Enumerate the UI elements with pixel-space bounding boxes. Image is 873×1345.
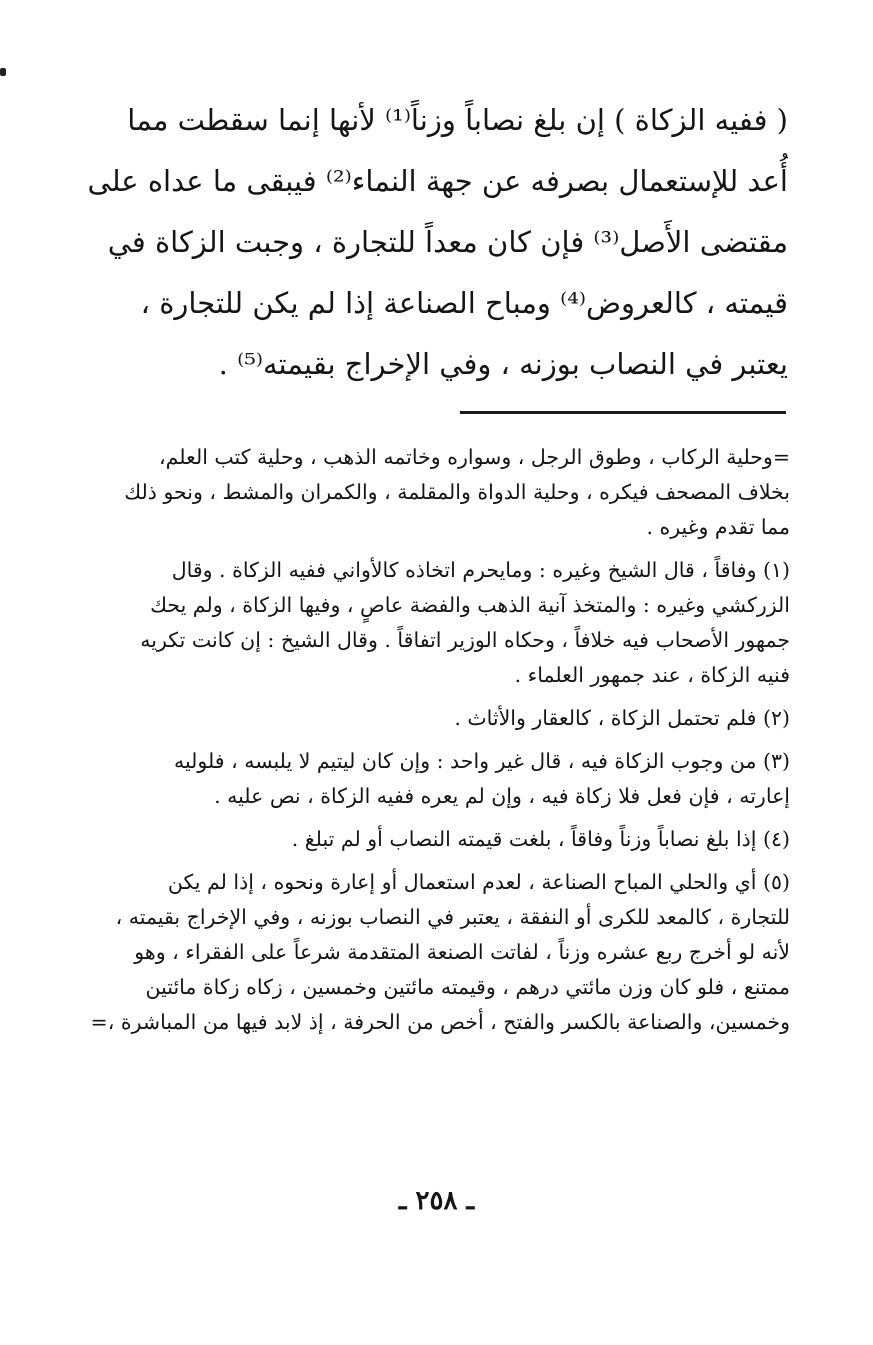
page-number: ـ ٢٥٨ ـ <box>398 1186 475 1216</box>
footnote-line: (٤) إذا بلغ نصاباً وزناً وفاقاً ، بلغت قيمته النصاب أو لم تبلغ . <box>291 827 790 851</box>
footnote-line: جمهور الأصحاب فيه خلافاً ، وحكاه الوزير اتفاقاً . وقال الشيخ : إن كانت تكريه <box>140 628 790 652</box>
footnote-3 <box>38 744 790 814</box>
main-text <box>48 90 788 395</box>
main-text-line: ( ففيه الزكاة ) إن بلغ نصاباً وزناً⁽¹⁾ لأنها إنما سقطت مما <box>127 103 788 137</box>
footnote-line: (١) وفاقاً ، قال الشيخ وغيره : ومايحرم اتخاذه كالأواني ففيه الزكاة . وقال <box>171 558 790 582</box>
footnote-4 <box>38 822 790 857</box>
main-text-line: أُعد للإستعمال بصرفه عن جهة النماء⁽²⁾ فيبقى ما عداه على <box>87 164 788 198</box>
footnote-line: للتجارة ، كالمعد للكرى أو النفقة ، يعتبر في النصاب بوزنه ، وفي الإخراج بقيمته ، <box>115 905 790 929</box>
footnote-line: بخلاف المصحف فيكره ، وحلية الدواة والمقلمة ، والكمران والمشط ، ونحو ذلك <box>124 480 790 504</box>
footnote-line: مما تقدم وغيره . <box>646 515 790 539</box>
main-text-line: مقتضى الأَصل⁽³⁾ فإن كان معداً للتجارة ، وجبت الزكاة في <box>107 225 788 259</box>
footnote-separator <box>460 411 786 414</box>
main-text-line: يعتبر في النصاب بوزنه ، وفي الإخراج بقيمته⁽⁵⁾ . <box>218 347 788 381</box>
footnote-line: إعارته ، فإن فعل فلا زكاة فيه ، وإن لم يعره ففيه الزكاة ، نص عليه . <box>214 784 790 808</box>
footnote-line: ممتنع ، فلو كان وزن مائتي درهم ، وقيمته مائتين وخمسين ، زكاه زكاة مائتين <box>145 975 790 999</box>
footnote-line: =وحلية الركاب ، وطوق الرجل ، وسواره وخاتمه الذهب ، وحلية كتب العلم، <box>159 445 790 469</box>
footnote-line: وخمسين، والصناعة بالكسر والفتح ، أخص من الحرفة ، إذ لابد فيها من المباشرة ،= <box>90 1010 790 1034</box>
footnote-line: (٣) من وجوب الزكاة فيه ، قال غير واحد : وإن كان ليتيم لا يلبسه ، فلوليه <box>173 749 790 773</box>
footnote-continuation <box>38 440 790 545</box>
footnote-line: الزركشي وغيره : والمتخذ آنية الذهب والفضة عاصٍ ، وفيها الزكاة ، ولم يحك <box>150 593 790 617</box>
footnote-line: لأنه لو أخرج ربع عشره وزناً ، لفاتت الصنعة المتقدمة شرعاً على الفقراء ، وهو <box>134 940 790 964</box>
footnotes <box>38 440 790 1048</box>
main-text-line: قيمته ، كالعروض⁽⁴⁾ ومباح الصناعة إذا لم يكن للتجارة ، <box>140 286 788 320</box>
footnote-line: فنيه الزكاة ، عند جمهور العلماء . <box>514 663 790 687</box>
footnote-2 <box>38 701 790 736</box>
footnote-line: (٢) فلم تحتمل الزكاة ، كالعقار والأثاث . <box>454 706 790 730</box>
scan-edge-mark <box>0 68 6 76</box>
footnote-line: (٥) أي والحلي المباح الصناعة ، لعدم استعمال أو إعارة ونحوه ، إذا لم يكن <box>167 870 790 894</box>
footnote-1 <box>38 553 790 693</box>
footnote-5 <box>38 865 790 1040</box>
